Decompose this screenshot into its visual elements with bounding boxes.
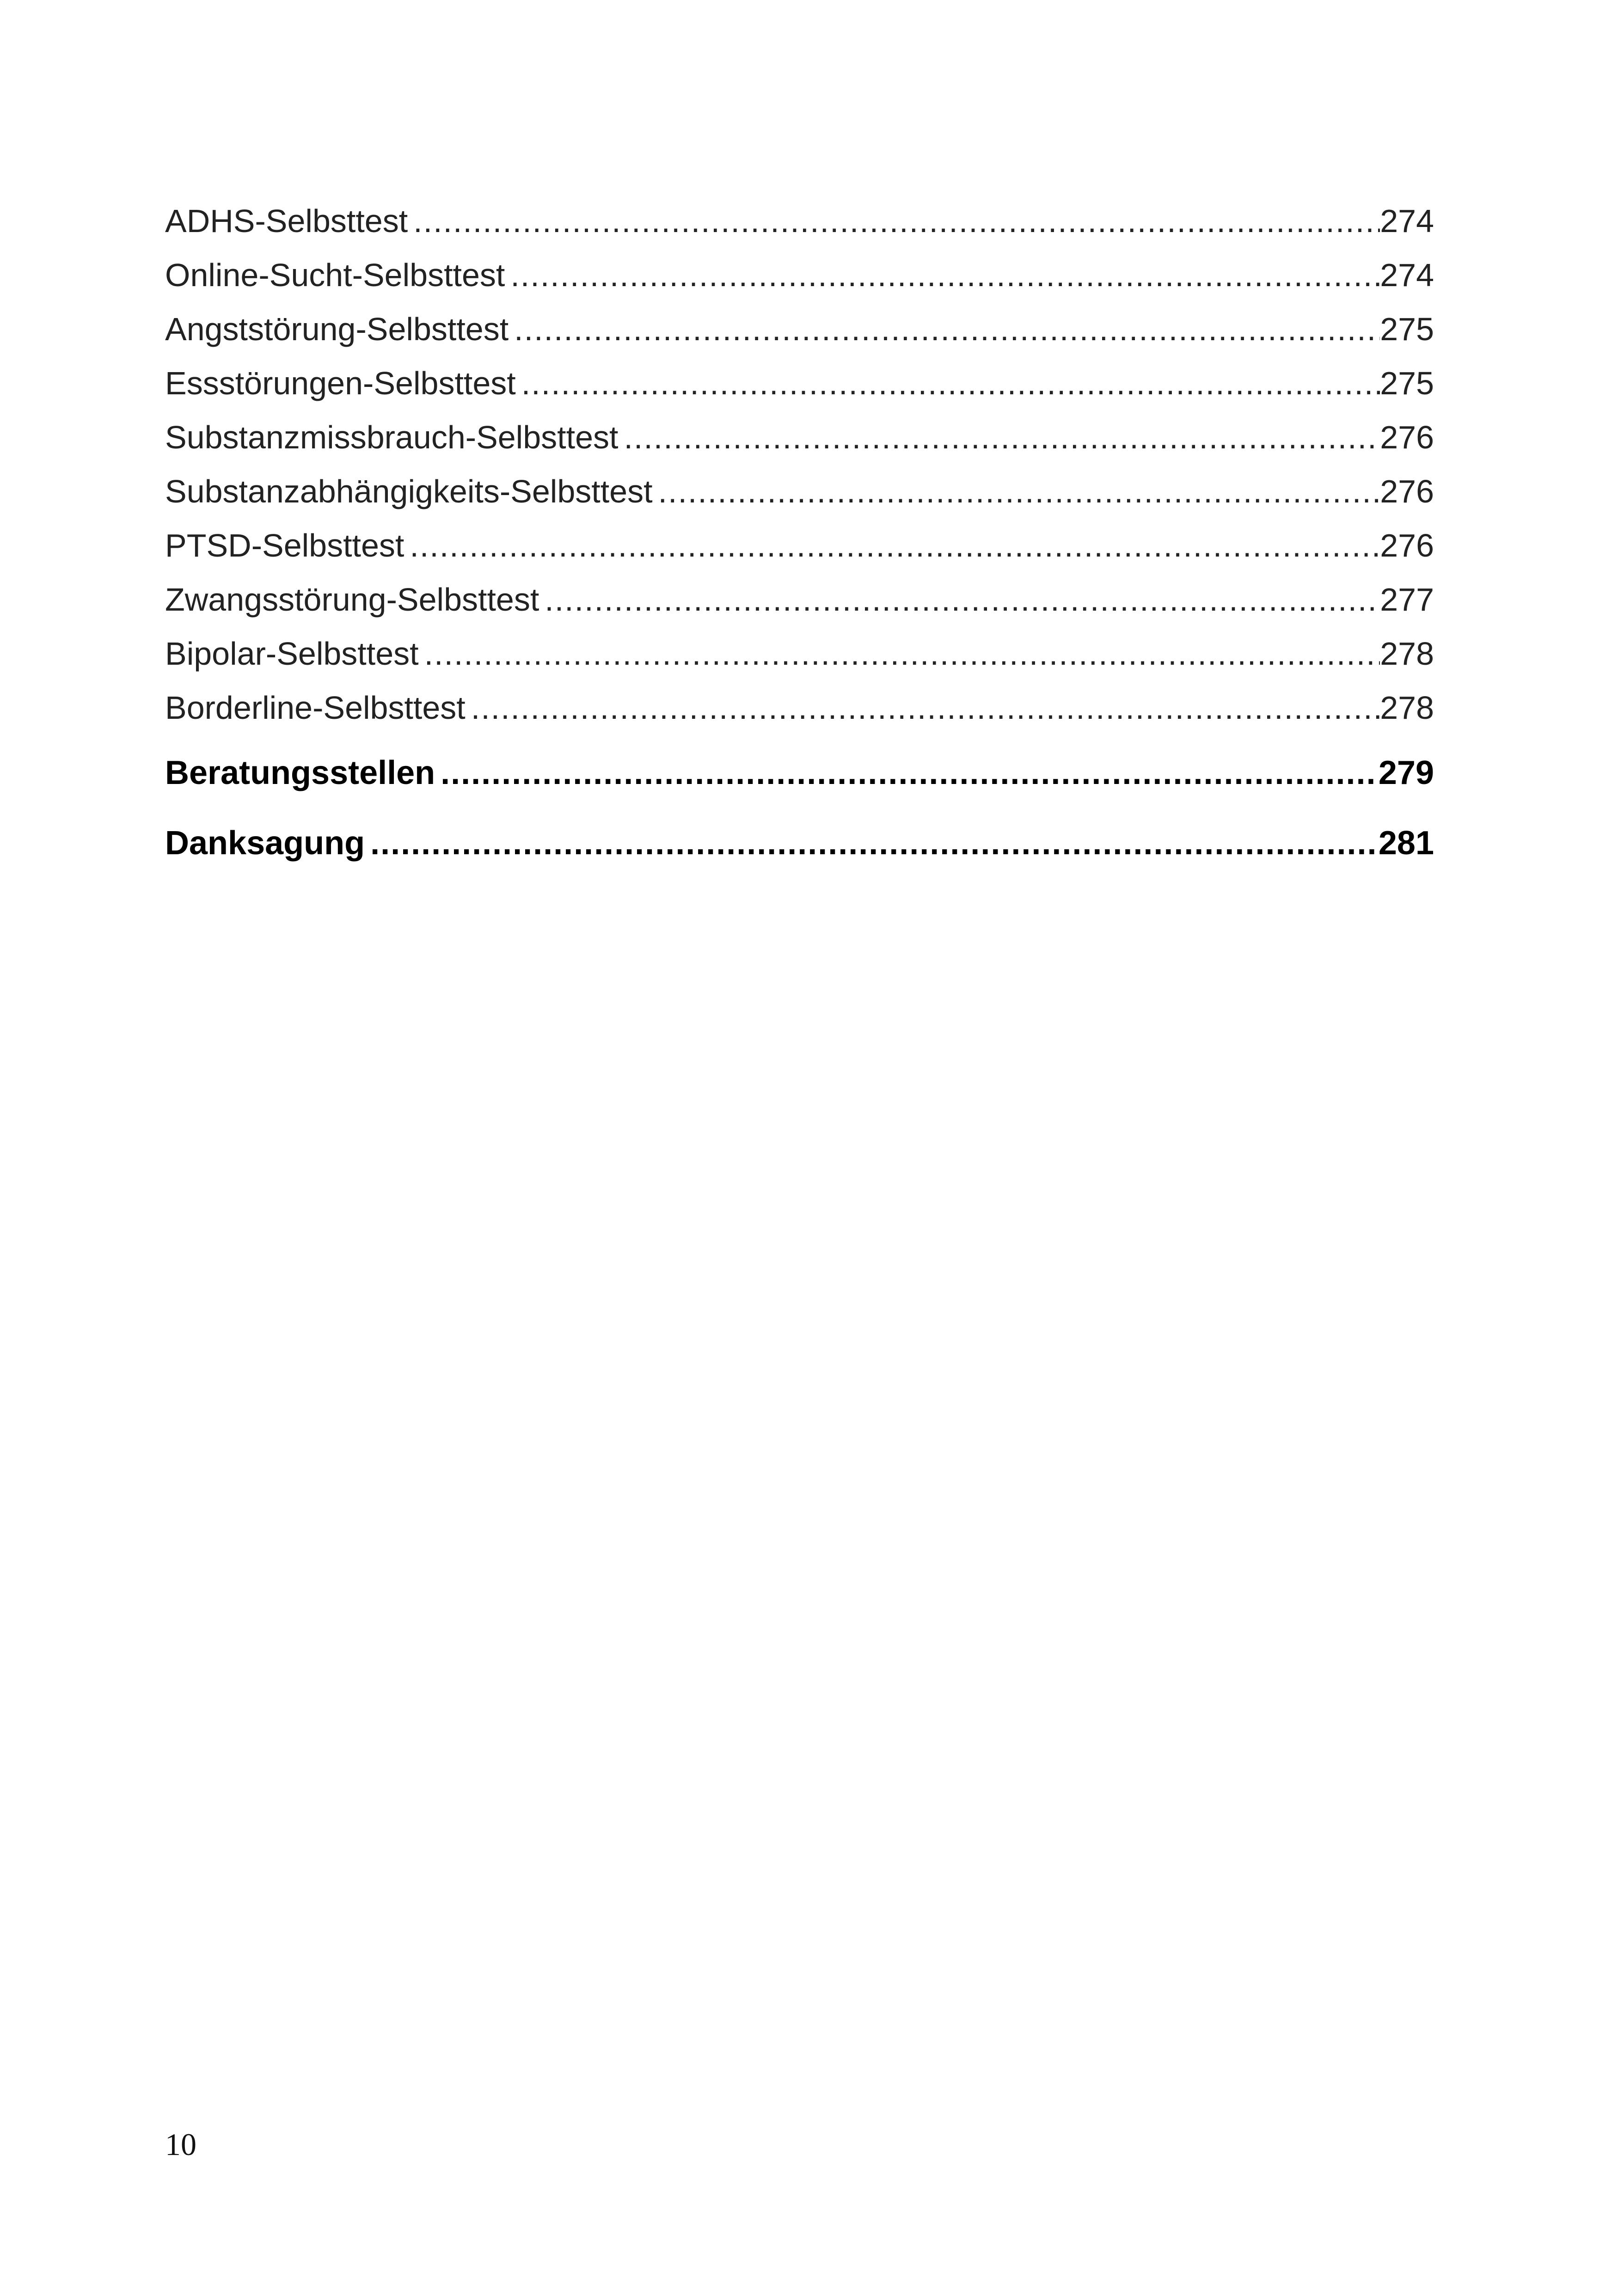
toc-entry-page: 276 [1380,419,1434,455]
dot-leader [505,248,1380,302]
toc-entry-label: Zwangsstörung-Selbsttest [165,582,539,618]
dot-leader [653,465,1380,519]
toc-entry-page: 276 [1380,527,1434,563]
toc-entry-page: 276 [1380,473,1434,509]
toc-entry-beratungsstellen[interactable] [165,738,1434,808]
dot-leader [365,808,1379,878]
toc-entry-page: 278 [1380,636,1434,672]
toc-entry-page: 274 [1380,257,1434,293]
toc-entry-substanzabhaengigkeits-selbsttest[interactable] [165,465,1434,519]
toc-entry-zwangsstoerung-selbsttest[interactable] [165,573,1434,627]
dot-leader [408,194,1380,248]
toc-entry-label: Danksagung [165,825,365,862]
dot-leader [509,302,1380,356]
toc-entry-angststoerung-selbsttest[interactable] [165,302,1434,356]
toc-entry-label: Angststörung-Selbsttest [165,311,509,347]
toc-entry-page: 281 [1378,825,1434,862]
toc-entry-ptsd-selbsttest[interactable] [165,519,1434,573]
dot-leader [516,356,1380,410]
toc-entry-essstoerungen-selbsttest[interactable] [165,356,1434,410]
table-of-contents [165,194,1434,878]
toc-entry-label: Bipolar-Selbsttest [165,636,419,672]
toc-entry-page: 275 [1380,311,1434,347]
dot-leader [466,681,1380,735]
toc-entry-borderline-selbsttest[interactable] [165,681,1434,735]
toc-entry-online-sucht-selbsttest[interactable] [165,248,1434,302]
toc-entry-label: Substanzabhängigkeits-Selbsttest [165,473,653,509]
dot-leader [419,627,1380,681]
dot-leader [404,519,1380,573]
toc-entry-bipolar-selbsttest[interactable] [165,627,1434,681]
toc-entry-label: PTSD-Selbsttest [165,527,404,563]
toc-entry-label: Online-Sucht-Selbsttest [165,257,505,293]
toc-entry-page: 278 [1380,690,1434,726]
toc-entry-page: 277 [1380,582,1434,618]
toc-entry-page: 275 [1380,365,1434,401]
dot-leader [539,573,1380,627]
toc-entry-page: 279 [1378,754,1434,791]
toc-entry-label: ADHS-Selbsttest [165,203,408,239]
dot-leader [618,410,1380,465]
dot-leader [435,738,1379,808]
toc-entry-substanzmissbrauch-selbsttest[interactable] [165,410,1434,465]
page-number: 10 [165,2127,196,2162]
toc-entry-adhs-selbsttest[interactable] [165,194,1434,248]
toc-entry-label: Substanzmissbrauch-Selbsttest [165,419,619,455]
toc-entry-label: Essstörungen-Selbsttest [165,365,516,401]
toc-entry-danksagung[interactable] [165,808,1434,878]
toc-entry-label: Borderline-Selbsttest [165,690,466,726]
toc-entry-page: 274 [1380,203,1434,239]
toc-entry-label: Beratungsstellen [165,754,435,791]
